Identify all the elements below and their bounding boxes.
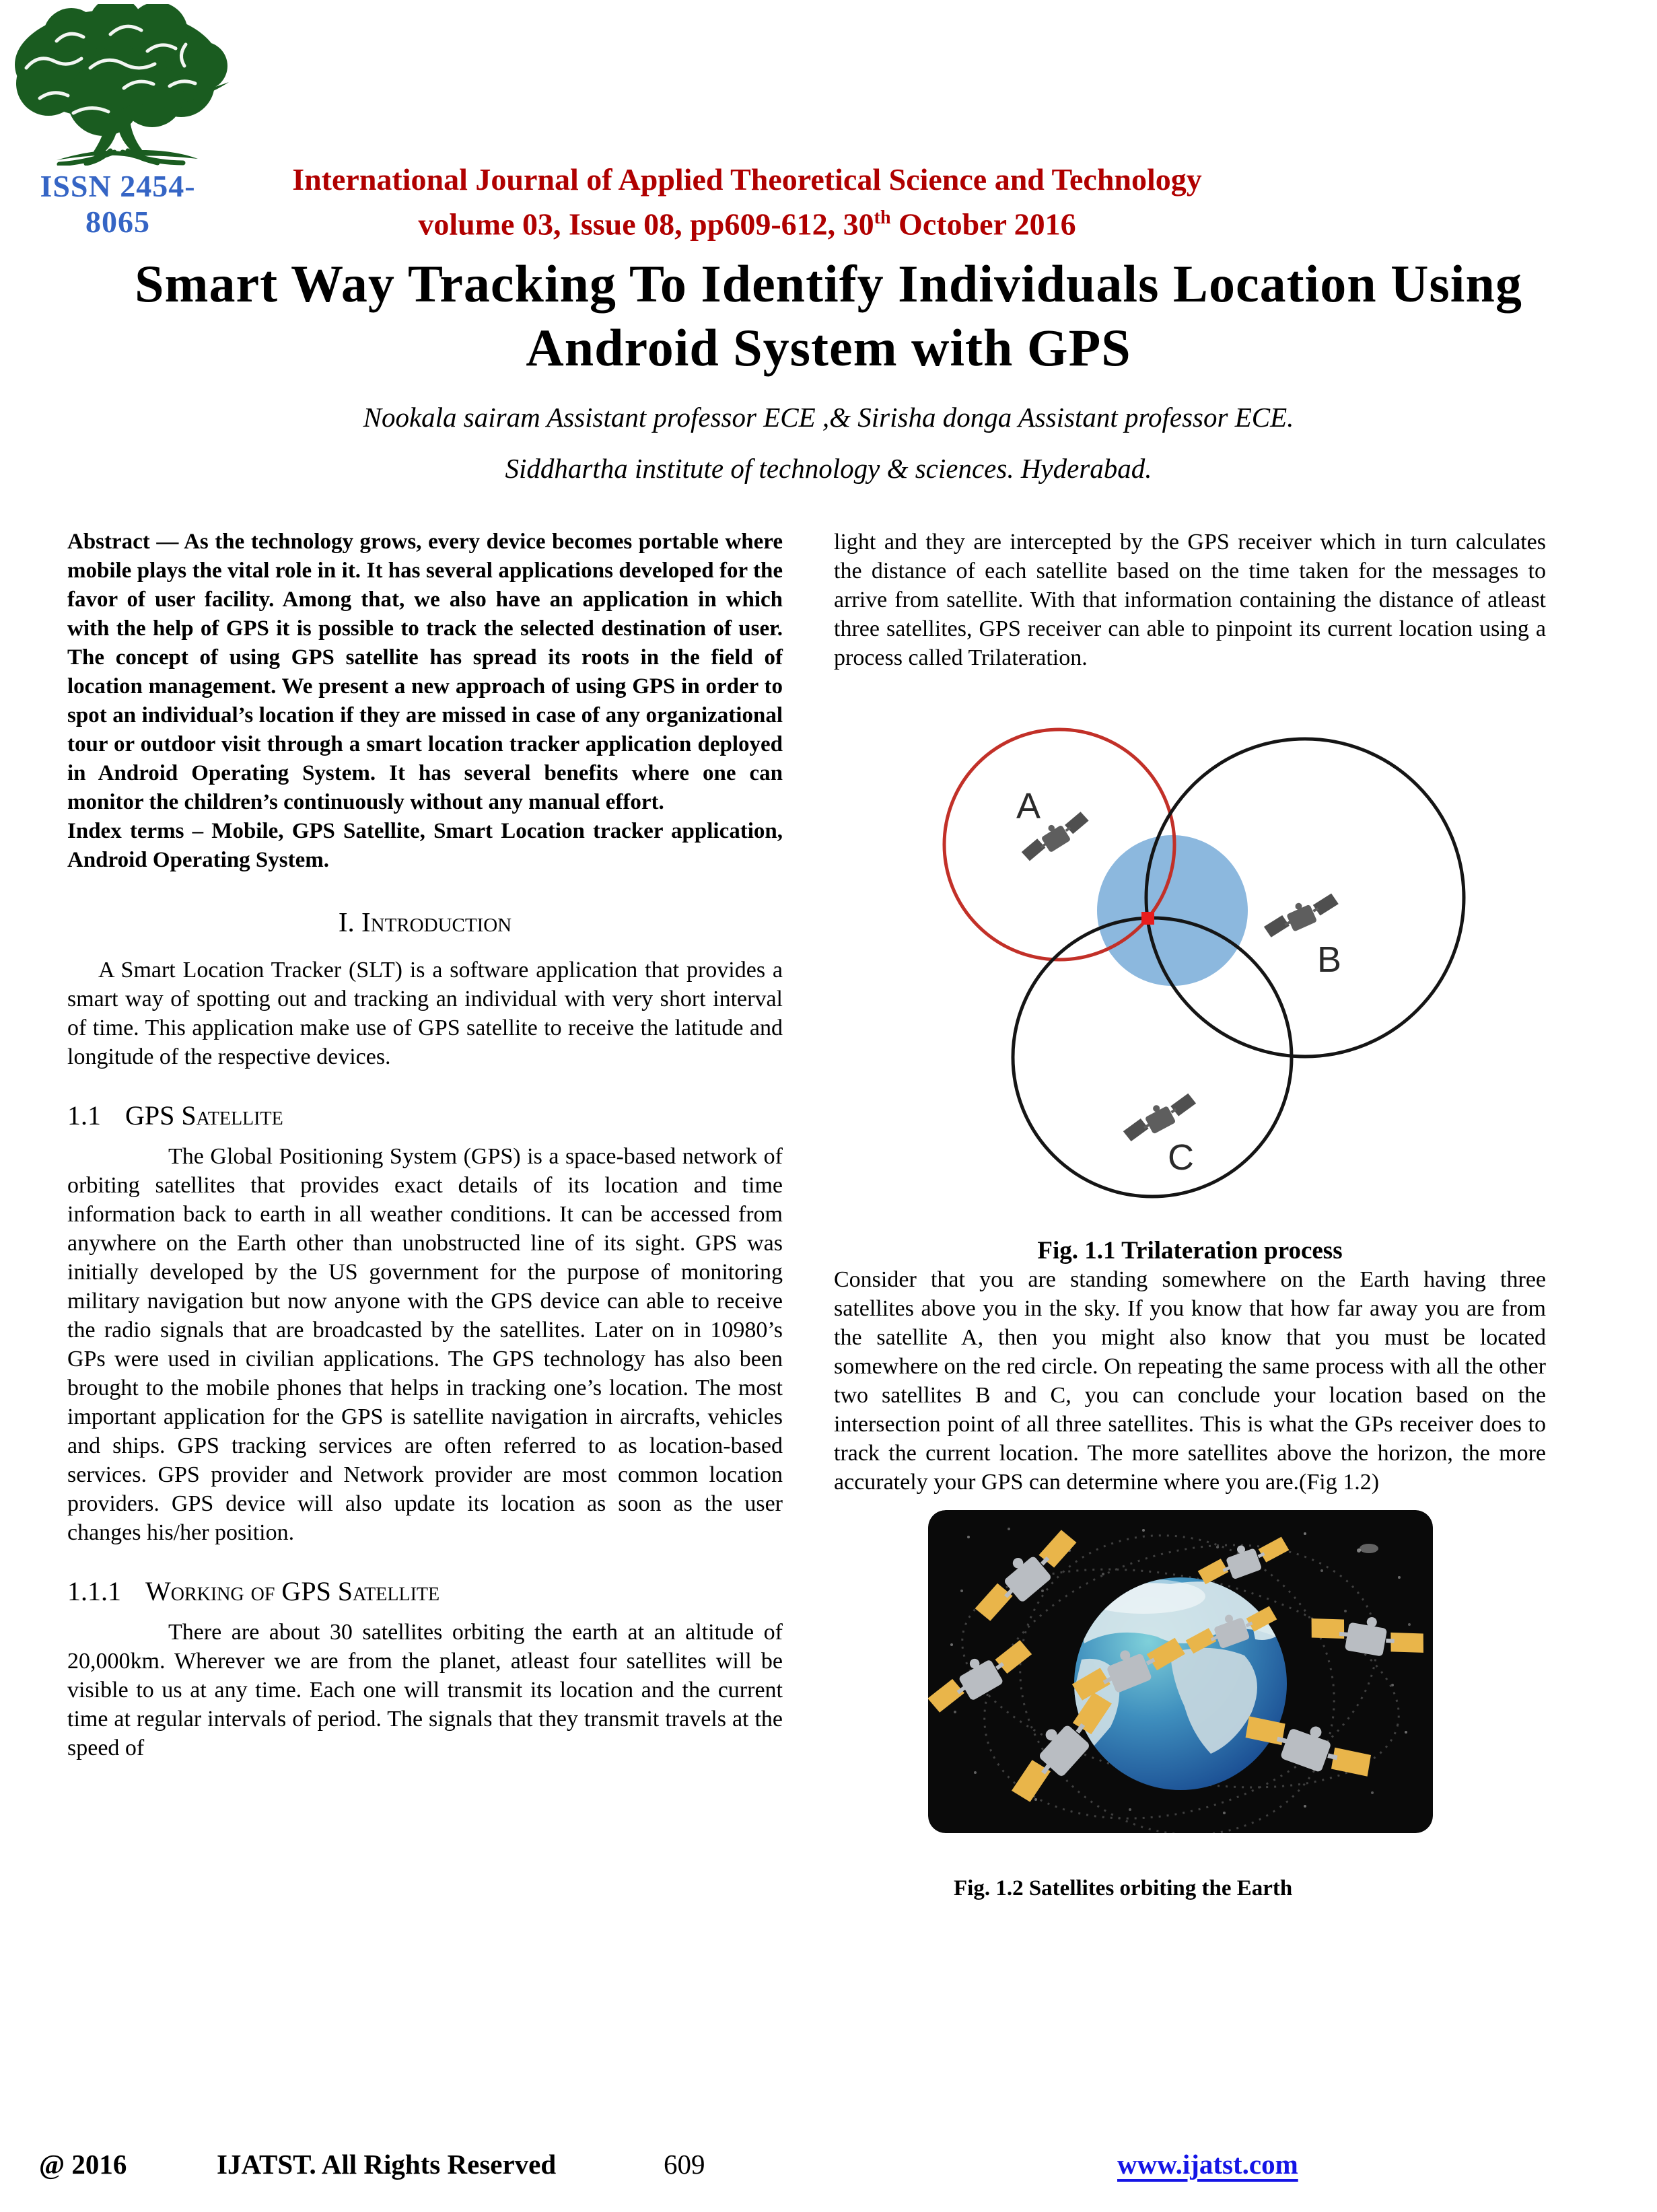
trilateration-figure [893, 724, 1539, 1232]
section-title: Working of GPS Satellite [145, 1576, 440, 1606]
gps-satellite-paragraph: The Global Positioning System (GPS) is a space-based network of orbiting satellites that provides exact details of its location and time information back to earth in all weather conditions. It can be accessed from anywhere on the Earth other than unobstructed line of its sight. GPS was initially developed by the US government for the purpose of monitoring military navigation but now anyone with the GPS device can able to receive the radio signals that are broadcasted by the satellites. Later on in 10980’s GPs were used in civilian applications. The GPS technology has also been brought to the mobile phones that helps in tracking one’s location. The most important application for the GPS is satellite navigation in aircrafts, vehicles and ships. GPS tracking services are often referred to as location-based services. GPS provider and Network provider are most common location providers. GPS device will also update its location as soon as the user changes his/her position. [67, 1144, 783, 1545]
figure-1-1-caption: Fig. 1.1 Trilateration process [1037, 1237, 1343, 1264]
right-column [834, 528, 1546, 1901]
issn-number: ISSN 2454-8065 [40, 169, 196, 239]
circle-b-label: B [1317, 939, 1342, 980]
circle-c-label: C [1168, 1137, 1194, 1178]
two-column-body [67, 528, 1657, 1901]
left-column [67, 528, 783, 1901]
abstract-paragraph: Abstract — As the technology grows, every device becomes portable where mobile plays the vital role in it. It has several applications developed for the favor of user facility. Among that, we also have an application in which with the help of GPS it is possible to track the selected destination of user. The concept of using GPS satellite has spread its roots in the field of location management. We present a new approach of using GPS in order to spot an individual’s location if they are missed in case of any organizational tour or outdoor visit through a smart location tracker application deployed in Android Operating System. It has several benefits where one can monitor the children’s continuously without any manual effort. [67, 530, 783, 814]
journal-volume-line [236, 199, 1259, 243]
section-number: 1.1 [67, 1100, 101, 1131]
journal-website-link[interactable]: www.ijatst.com [1117, 2149, 1298, 2180]
index-terms: Index terms – Mobile, GPS Satellite, Smart Location tracker application, Android Operating System. [67, 819, 783, 872]
circle-a-label: A [1016, 786, 1041, 826]
working-of-gps-paragraph: There are about 30 satellites orbiting the earth at an altitude of 20,000km. Wherever we are from the planet, atleast four satellites will be visible to us at any time. Each one will transmit its location and the current time at regular intervals of period. The signals that they transmit travels at the speed of [67, 1620, 783, 1760]
section-title: GPS Satellite [125, 1100, 283, 1131]
satellite-icon [1260, 892, 1342, 939]
section-number: 1.1.1 [67, 1576, 121, 1606]
volume-text: volume 03, Issue 08, pp609-612, 30 [418, 207, 874, 242]
rights-statement: IJATST. All Rights Reserved [217, 2149, 557, 2180]
consider-paragraph: Consider that you are standing somewhere on the Earth having three satellites above you in the sky. If you know that how far away you are from the satellite A, then you might also know that you must be located somewhere on the red circle. On repeating the same process with all the other two satellites B and C, you can conclude your location based on the intersection point of all three satellites. This is what the GPs receiver does to track the current location. The more satellites above the horizon, the more accurately your GPS can determine where you are.(Fig 1.2) [834, 1267, 1546, 1495]
brain-tree-icon [9, 4, 232, 166]
section-heading-working-of-gps [67, 1575, 783, 1607]
satellite-icon [1119, 1092, 1201, 1144]
section-heading-gps-satellite [67, 1100, 783, 1131]
paper-title-line2: Android System with GPS [526, 318, 1131, 377]
paper-title-line1: Smart Way Tracking To Identify Individuals Location Using [135, 254, 1522, 313]
introduction-paragraph: A Smart Location Tracker (SLT) is a software application that provides a smart way of spotting out and tracking an individual with very short interval of time. This application make use of GPS satellite to receive the latitude and longitude of the respective devices. [67, 958, 783, 1069]
trilateration-paragraph: light and they are intercepted by the GPS receiver which in turn calculates the distance of each satellite based on the time taken for the messages to arrive from satellite. With that information containing the distance of atleast three satellites, GPS receiver can able to pinpoint its current location using a process called Trilateration. [834, 530, 1546, 670]
journal-logo [9, 4, 232, 240]
affiliation-line: Siddhartha institute of technology & sciences. Hyderabad. [505, 453, 1152, 484]
journal-header [236, 160, 1259, 243]
volume-date: October 2016 [890, 207, 1076, 242]
figure-1-2-caption: Fig. 1.2 Satellites orbiting the Earth [954, 1876, 1293, 1900]
authors-line: Nookala sairam Assistant professor ECE ,& Sirisha donga Assistant professor ECE. [363, 402, 1294, 433]
page-number: 609 [664, 2149, 705, 2180]
satellites-earth-figure [928, 1510, 1433, 1833]
section-heading-introduction: I. Introduction [338, 906, 512, 937]
journal-title: International Journal of Applied Theoretical Science and Technology [292, 162, 1202, 197]
copyright-year: @ 2016 [39, 2149, 127, 2180]
intersection-point [1141, 912, 1154, 925]
volume-superscript: th [874, 207, 891, 228]
